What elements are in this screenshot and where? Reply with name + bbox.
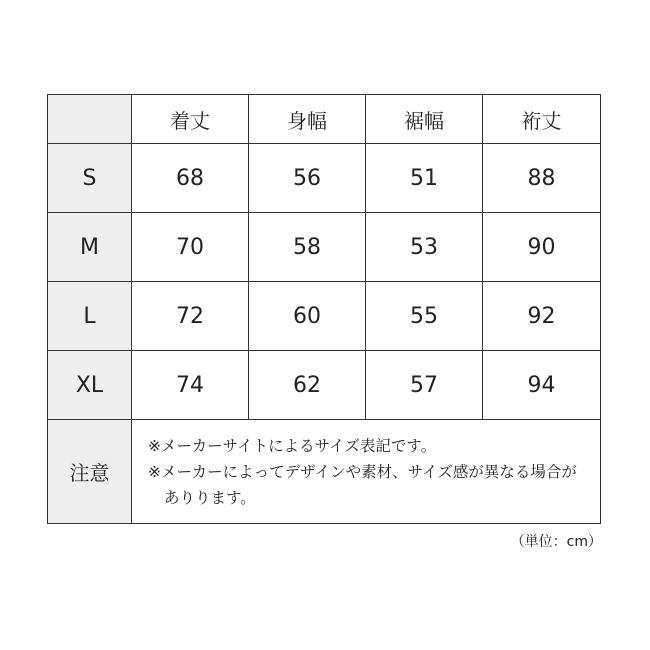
note-line: ありります。 (164, 488, 256, 507)
notes-row (48, 420, 601, 524)
value-cell: 88 (483, 144, 601, 213)
value-cell: 51 (366, 144, 483, 213)
size-label: S (48, 144, 132, 213)
note-line: ※メーカーによってデザインや素材、サイズ感が異なる場合が (148, 462, 577, 481)
value-cell: 62 (249, 351, 366, 420)
table-row-m (48, 213, 601, 282)
value-cell: 56 (249, 144, 366, 213)
table-row-s (48, 144, 601, 213)
value-cell: 60 (249, 282, 366, 351)
size-chart-table (47, 94, 601, 524)
size-label: L (48, 282, 132, 351)
header-length: 着丈 (132, 95, 249, 144)
header-chest-width: 身幅 (249, 95, 366, 144)
header-hem-width: 裾幅 (366, 95, 483, 144)
header-row (48, 95, 601, 144)
value-cell: 58 (249, 213, 366, 282)
value-cell: 92 (483, 282, 601, 351)
value-cell: 72 (132, 282, 249, 351)
table-row-l (48, 282, 601, 351)
size-label: M (48, 213, 132, 282)
value-cell: 70 (132, 213, 249, 282)
table-row-xl (48, 351, 601, 420)
header-sleeve-length: 裄丈 (483, 95, 601, 144)
notes-label: 注意 (48, 420, 132, 524)
value-cell: 74 (132, 351, 249, 420)
unit-note: （単位：cm） (510, 534, 602, 550)
value-cell: 57 (366, 351, 483, 420)
notes-cell (132, 420, 601, 524)
corner-cell (48, 95, 132, 144)
size-label: XL (48, 351, 132, 420)
value-cell: 55 (366, 282, 483, 351)
value-cell: 68 (132, 144, 249, 213)
note-line: ※メーカーサイトによるサイズ表記です。 (148, 436, 437, 455)
value-cell: 90 (483, 213, 601, 282)
value-cell: 53 (366, 213, 483, 282)
value-cell: 94 (483, 351, 601, 420)
